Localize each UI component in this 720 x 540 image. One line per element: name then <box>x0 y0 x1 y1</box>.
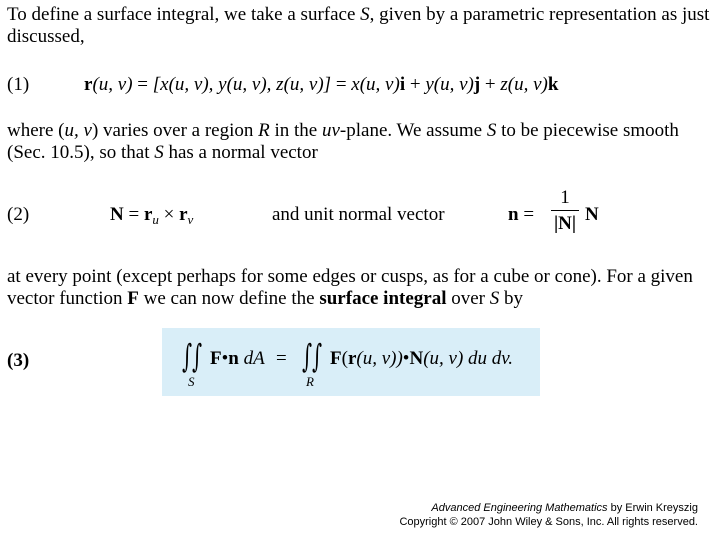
integral-limit-R: R <box>306 374 314 389</box>
equation-3-rhs: F(r(u, v))•N(u, v) du dv. <box>330 348 514 369</box>
equation-2-text: and unit normal vector <box>272 204 445 225</box>
book-author: by Erwin Kreyszig <box>607 502 698 514</box>
unit-normal-fraction <box>548 188 582 235</box>
equation-2-N-after: N <box>585 204 599 225</box>
equation-2-unit-normal: n = <box>508 204 535 225</box>
integral-limit-S: S <box>188 374 195 389</box>
fraction-numerator: 1 <box>560 187 570 208</box>
paragraph-region: where (u, v) varies over a region R in the uv-plane. We assume S to be piecewise smooth (Sec. 10.5), so that S has a normal vector <box>7 120 679 163</box>
equation-3-lhs: F•n dA <box>210 348 265 369</box>
equation-2-number: (2) <box>7 204 30 225</box>
book-title: Advanced Engineering Mathematics <box>431 502 608 514</box>
intro-paragraph: To define a surface integral, we take a surface S, given by a parametric representation as just discussed, <box>7 4 710 47</box>
copyright-notice: Copyright © 2007 John Wiley & Sons, Inc. All rights reserved. <box>399 516 698 528</box>
fraction-bar <box>551 210 579 211</box>
fraction-denominator: |N| <box>553 213 577 234</box>
equation-2-normal: $N = r_u \times r_v$ <box>110 204 194 227</box>
equation-1-number: (1) <box>7 74 30 95</box>
book-credit <box>431 502 698 514</box>
equation-3-number: (3) <box>7 350 30 371</box>
double-integral-sign-right: ∫∫ <box>302 337 323 375</box>
equation-1: r(u, v) = [x(u, v), y(u, v), z(u, v)] = x(u, v)i + y(u, v)j + z(u, v)k <box>84 74 559 95</box>
double-integral-sign-left: ∫∫ <box>182 337 203 375</box>
equation-3-equals: = <box>276 348 287 369</box>
paragraph-definition: at every point (except perhaps for some edges or cusps, as for a cube or cone). For a given vector function F we can now define the surface integral over S by <box>7 266 693 309</box>
